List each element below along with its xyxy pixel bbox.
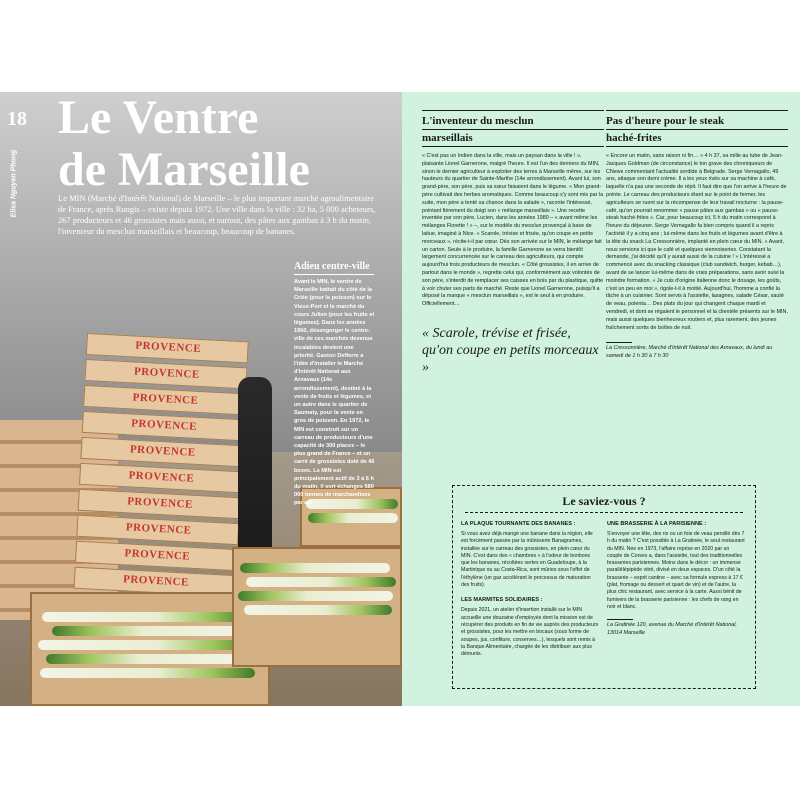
sidebar-title: Adieu centre-ville xyxy=(294,261,370,272)
column-steak-frites xyxy=(606,110,788,361)
crate xyxy=(79,463,242,493)
column-mesclun xyxy=(422,110,604,376)
box-text-bananas: Si vous avez déjà mangé une banane dans la région, elle est forcément passée par la mûrisserie Banagrumes, installée sur le carreau des grossistes, en plein cœur du MIN. C'est dans des « chambres » à l'odeur de bonbons que les bananes, récoltées vertes en Guadeloupe, à la Martinique ou au Costa-Rica, sont mûries sous l'effet de l'éthylène (un gaz accélérant le processus de maturation des fruits). xyxy=(461,531,593,589)
crate-label: PROVENCE xyxy=(135,339,202,355)
crate xyxy=(82,411,245,441)
column-body: « C'est pas un Indien dans la ville, mais un paysan dans la ville ! », plaisante Lionel Garnerone, malgré l'heure. Il est l'un des derniers du MIN, sinon le dernier agriculteur à exploiter des terres à Marseille même, sur les hauteurs du quartier de Sainte-Marthe (14e arrondissement). Avant lui, son grand-père, son père, puis sa sœur faisaient dans le légume. « Mon grand-père cultivait des herbes aromatiques. Comme beaucoup s'y sont mis par la suite, mon père a tenté sa chance dans la salade », raconte l'intéressé, pointant fièrement du doigt son « mélange marseillais ». Une recette inventée par son père, Lucien, dans les années 1980 – « avant même les mélanges Florette ! » –, sur le modèle du mesclun provençal à base de laitue, imaginé à Nice. « Scarole, trévise et frisée, qu'on coupe en petits morceaux », récite-t-il par cœur. Dès son arrivée sur le MIN, le mélange fait un carton. Seule à le produire, la famille Garnerone se verra bientôt largement concurrencée sur le carreau des agriculteurs, qui compte aujourd'hui trois producteurs de mesclun. « Côté grossistes, il en arrive de partout dans le monde », regrette celui qui, conformément aux volontés de son père, s'interdit de remplacer ses caisses en bois par du plastique, quitte à voir chuter ses parts de marché. Reste que Lionel Garnerone, puisqu'il a déposé la marque « mesclun marseillais », est le seul à en produire. Officiellement… xyxy=(422,153,604,308)
crate xyxy=(78,489,241,519)
crate xyxy=(83,385,246,415)
box-title: Le saviez-vous ? xyxy=(562,494,646,508)
brasserie-address: La Gratinée 120, avenue du Marché d'Intérêt National, 13014 Marseille xyxy=(607,622,737,636)
leek xyxy=(308,513,398,523)
column-title-mesclun xyxy=(422,110,604,147)
leek xyxy=(46,654,251,664)
box-text-brasserie: S'envoyer une tête, des ris ou un foie de veau persillé dès 7 h du matin ? C'est possible à La Gratinée, le seul restaurant du MIN. Née en 1973, l'affaire reprise en 2020 par un couple de Corses a, dans l'assiette, tout des traditionnelles brasseries parisiennes. Moins dans le décor : un immense parallélépipède vitré, divisé en deux espaces. D'un côté la brasserie – esprit cantine – avec sa formule express à 17 € (plat, fromage ou dessert et quart de vin) et de l'autre, la plus chic restaurant, avec service à la carte. Aussi bénit de fumivers de la brasserie parisienne : les chefs de rang en noir et blanc. xyxy=(607,531,745,610)
title-line-2: haché-frites xyxy=(606,130,788,147)
crate-label: PROVENCE xyxy=(128,469,195,485)
box-text-marmites: Depuis 2021, un atelier d'insertion installé sur le MIN accueille une douzaine d'employés dont la mission est de récupérer des produits en fin de vie auprès des producteurs et grossistes, pour les mettre en bocaux (sous forme de soupes, jus, confiture, conserves…), lesquels sont remis à la Banque Alimentaire, chargée de les distribuer aux plus démunis. xyxy=(461,607,599,658)
title-line-1: Le Ventre xyxy=(58,92,259,144)
signature-divider xyxy=(606,342,632,343)
crate xyxy=(80,437,243,467)
crate-label: PROVENCE xyxy=(125,521,192,537)
magazine-spread xyxy=(0,92,800,706)
crate xyxy=(86,333,249,363)
page-number: 18 xyxy=(7,108,27,130)
crate xyxy=(84,359,247,389)
leek-crate-right xyxy=(232,547,402,667)
crate-label: PROVENCE xyxy=(124,547,191,563)
crate-label: PROVENCE xyxy=(126,495,194,511)
crate xyxy=(76,515,239,545)
box-heading-bananas: LA PLAQUE TOURNANTE DES BANANES : xyxy=(461,521,576,527)
leek xyxy=(244,605,392,615)
photo-credit: Elisa Nguyen Phong xyxy=(10,149,18,218)
leek xyxy=(240,563,390,573)
right-page xyxy=(402,92,800,706)
box-divider xyxy=(465,512,743,513)
crate-label: PROVENCE xyxy=(133,365,201,381)
title-line-2: de Marseille xyxy=(58,143,310,196)
leek xyxy=(42,612,252,622)
venue-signature: La Cressonnière, Marché d'Intérêt National des Arnavaux, du lundi au samedi de 1 h 30 à 7 h 30 xyxy=(606,345,773,359)
article-intro: Le MIN (Marché d'Intérêt National) de Marseille – le plus important marché agroalimentaire de France, après Rungis – existe depuis 1972. Une ville dans la ville : 32 ha, 5 000 acheteurs, 267 producteurs et 46 grossistes mais aussi, et surtout, des pâtes aux gambas à 3 h du matin, l'inventeur du mesclun marseillais et beaucoup, beaucoup de bananes. xyxy=(58,193,376,236)
title-line-1: Pas d'heure pour le steak xyxy=(606,113,788,130)
sidebar-divider xyxy=(294,274,374,275)
leek xyxy=(52,626,252,636)
leek xyxy=(40,668,255,678)
crate-label: PROVENCE xyxy=(129,443,196,459)
title-line-2: marseillais xyxy=(422,130,604,147)
left-page-photo xyxy=(0,92,402,706)
crate-label: PROVENCE xyxy=(132,391,199,407)
column-body: « Encore un matin, sans raison ni fin… » 4 h 37, sa mille au tube de Jean-Jacques Goldman (de circonstance) le ton grave des chroniqueurs de CNews commentant l'actualité sordide à Belgrade. Serge Vernagallo, 49 ans, attaque son demi crème. Il a les yeux rivés sur sa machine à café, laquelle n'a pas une seconde de répit. Il faut dire que l'on arrive à l'heure de pointe. Le carreau des producteurs étant sur le point de fermer, les agriculteurs se ruent sur la récompense de leur travail nocturne : la pause-café, qu'on pourrait renommer « pause pâtes aux gambas » ou « pause-steak haché-frites ». Car, pour beaucoup ici, 5 h du matin correspond à l'heure du déjeuner. Serge Vernagallo fa bien compris quand il a repris l'activité il y a cinq ans ; lui-même dans les fruits et légumes avant d'être à la tête du snack La Cressonnière, implanté en plein cœur du MIN. « Avant, nous servions ici que le café et quelques viennoiseries. Constatant la demande, j'ai décidé qu'il y aurait aussi de la cuisine ! » L'intéressé a commencé avec du snacking classique (club sandwich, burger, kebab…), avant de se lancer lui-même dans de vrais préparations, sans avoir suivi la moindre formation. « Je cuis d'origine italienne donc le dosage, les goûts, c'est un peu en moi », rigole-t-il à moitié. Aujourd'hui, l'homme a confié la tâche à un cuisinier. Sont servis à l'assiette, lasagnes, salade César, sauté de veau, polenta… Des plats du jour qui changent chaque mardi et vendredi, et dont se régalent le personnel et la clientèle présents sur le MIN, mais aussi quelques bienheureux routiers et, plus rarement, des jeunes fraîchement sortis de boîtes de nuit. xyxy=(606,153,788,331)
crate-label: PROVENCE xyxy=(122,573,190,589)
leek xyxy=(238,591,393,601)
did-you-know-box xyxy=(452,485,756,689)
address-divider xyxy=(607,619,633,620)
crate-label: PROVENCE xyxy=(131,417,198,433)
leek xyxy=(246,577,396,587)
crate xyxy=(75,541,238,571)
box-heading-brasserie: UNE BRASSERIE À LA PARISIENNE : xyxy=(607,521,707,527)
box-column-right xyxy=(607,521,745,637)
leek xyxy=(38,640,258,650)
box-column-left xyxy=(461,521,599,666)
sidebar-text: Avant le MIN, le ventre de Marseille battait du côté de la Criée (pour le poisson) sur le Vieux-Port et le marché du cours Julien (pour les fruits et légumes). Dans les années 1960, désengorger le centre-ville de ces marchés devenus incalables devient une priorité. Gaston Defferre a l'idée d'installer le Marché d'Intérêt National aux Arnavaux (14e arrondissement), destiné à la vente de fruits et légumes, et un autre dans le quartier de Saumaty, pour la vente en gros de poisson. En 1972, le MIN est construit sur un carreau de producteurs d'une capacité de 300 places – le plus grand de France – et un carré de grossistes doté de 46 boxes. Le MIN est principalement actif de 3 à 6 h du matin, il sort échanges 580 000 tonnes de marchandises par an. xyxy=(294,279,375,507)
title-line-1: L'inventeur du mesclun xyxy=(422,113,604,130)
column-title-steak xyxy=(606,110,788,147)
box-heading-marmites: LES MARMITES SOLIDAIRES : xyxy=(461,597,543,604)
article-title xyxy=(58,92,310,196)
pull-quote: « Scarole, trévise et frisée, qu'on coupe en petits morceaux » xyxy=(422,325,599,375)
